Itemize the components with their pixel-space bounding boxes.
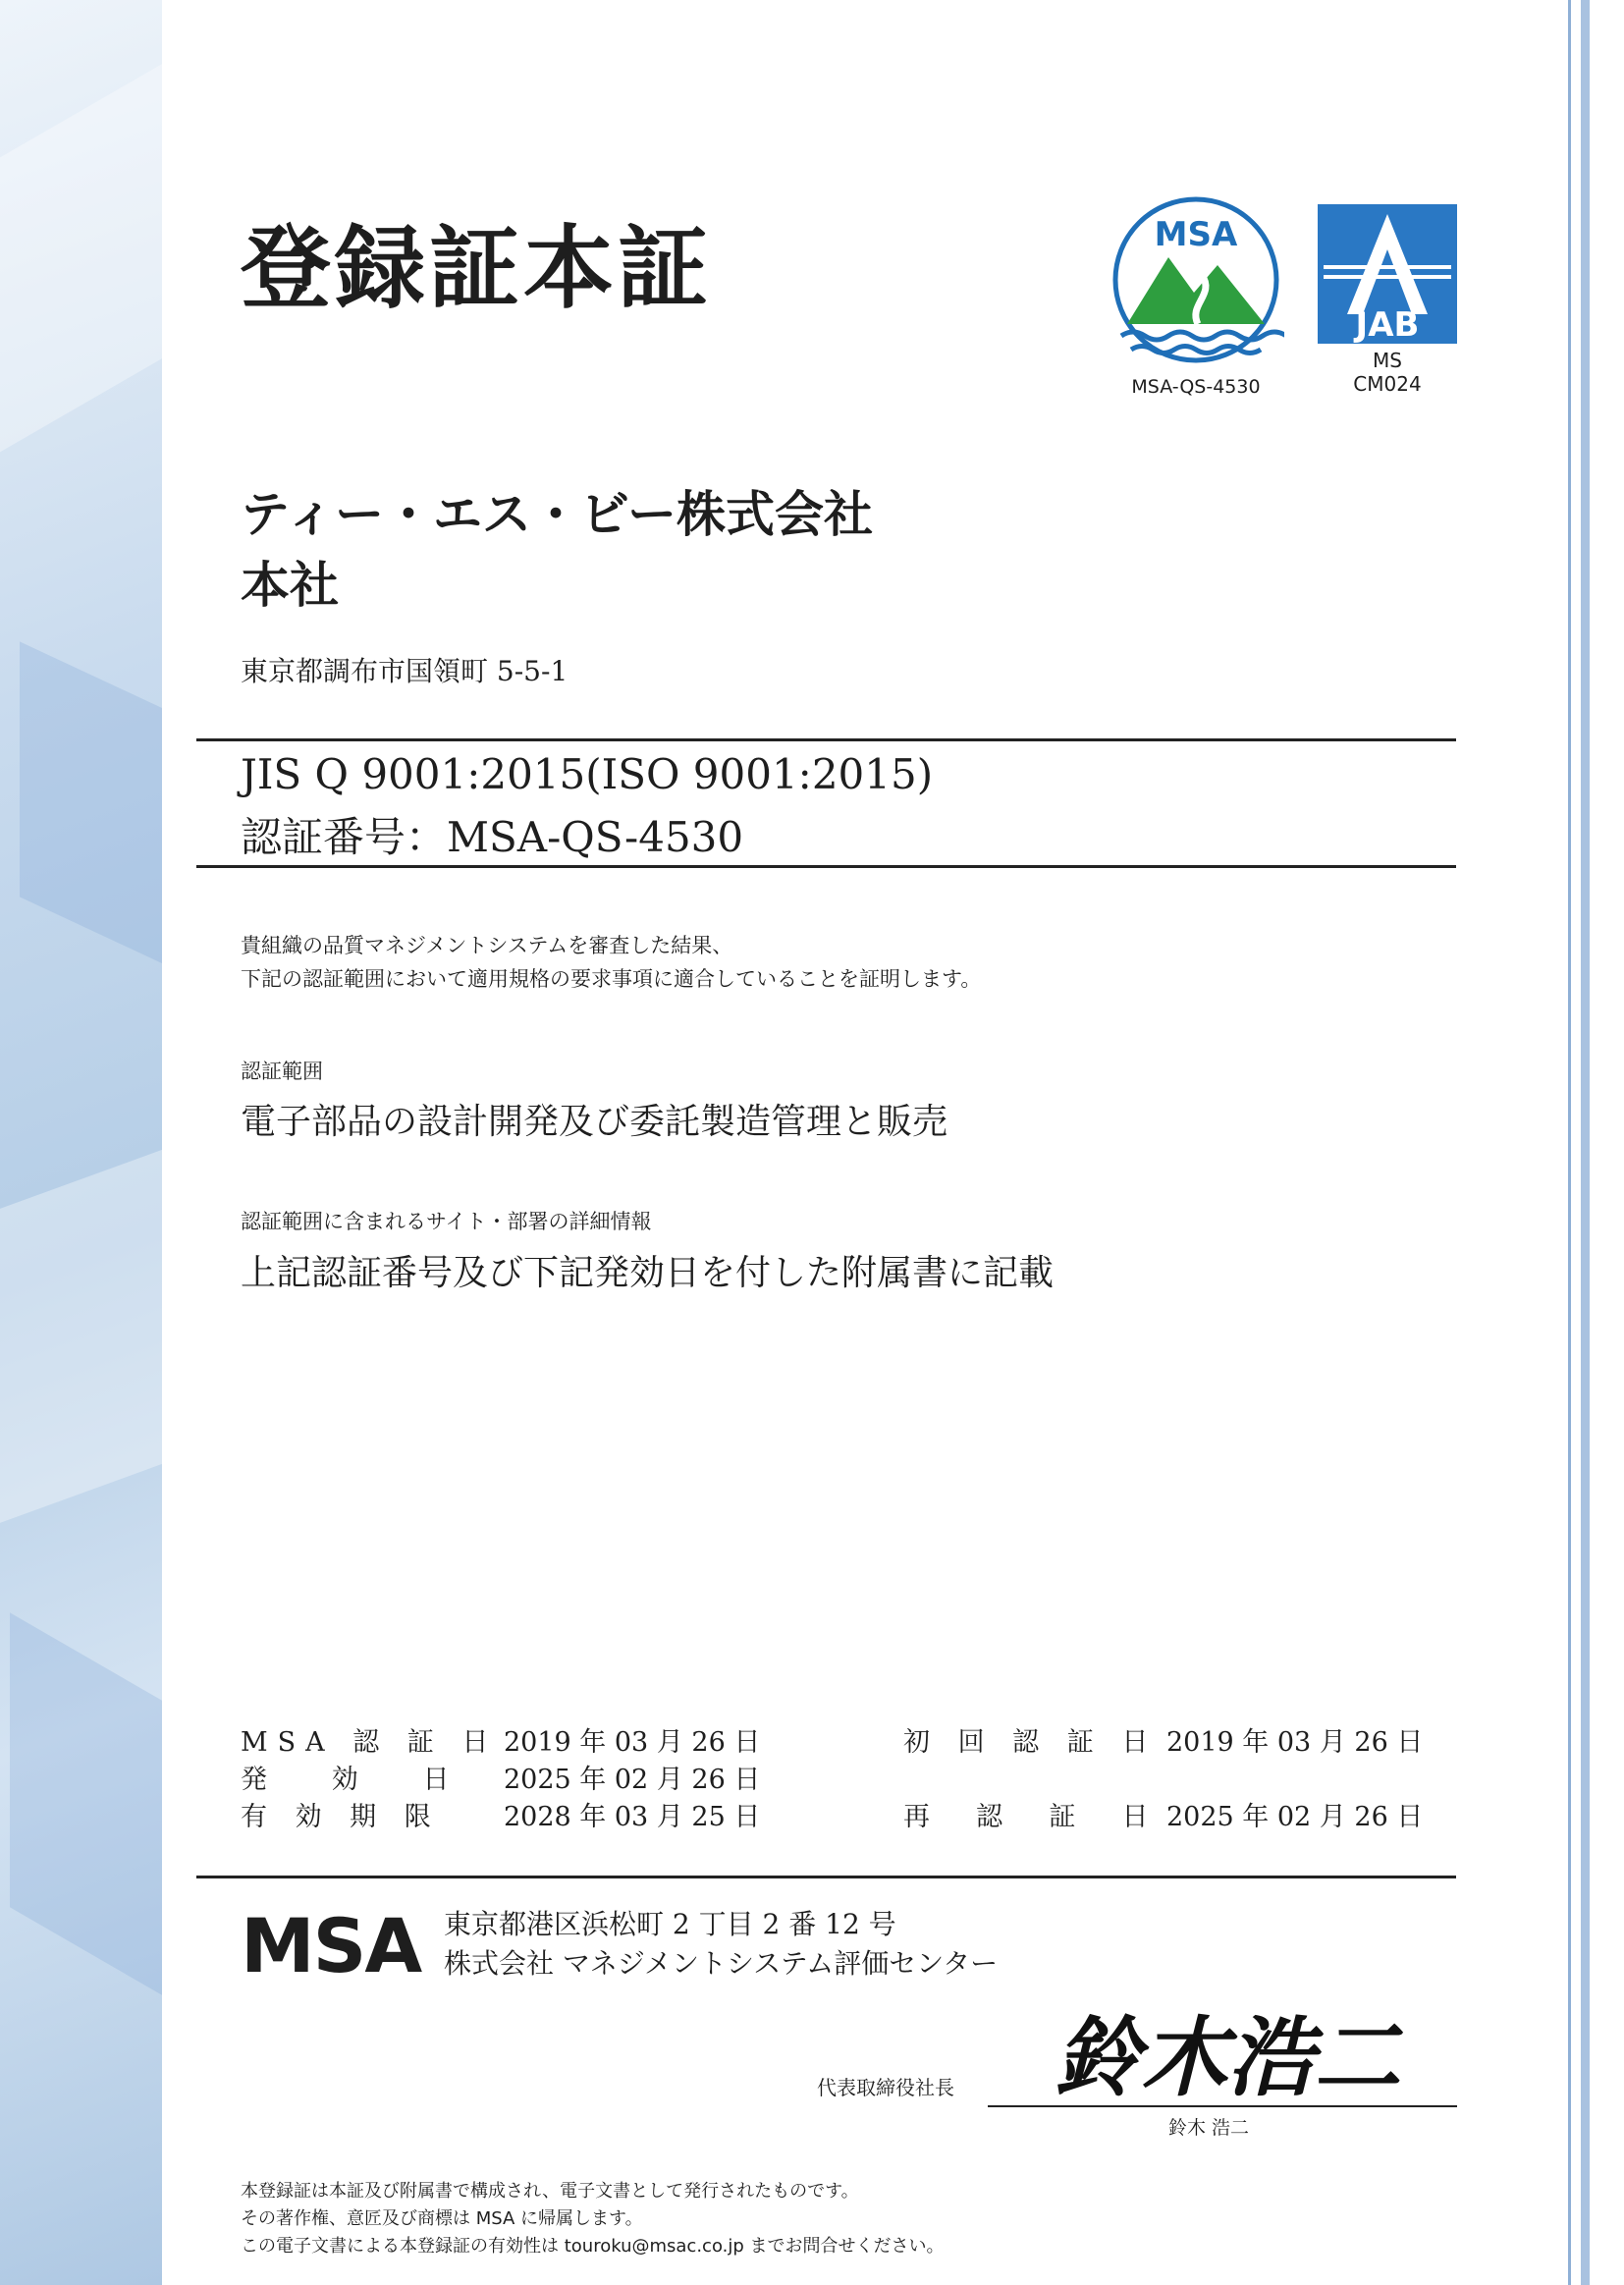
expiry-date-label: 有 効 期 限 xyxy=(241,1802,441,1832)
decorative-left-band xyxy=(0,0,162,2285)
initial-certification-date: 2019 年 03 月 26 日 xyxy=(1166,1727,1424,1758)
svg-text:JAB: JAB xyxy=(1355,305,1420,345)
divider xyxy=(196,738,1456,741)
divider xyxy=(196,1876,1456,1878)
statement-line: 貴組織の品質マネジメントシステムを審査した結果、 xyxy=(241,934,733,957)
recertification-date: 2025 年 02 月 26 日 xyxy=(1166,1802,1424,1832)
scope-text: 電子部品の設計開発及び委託製造管理と販売 xyxy=(241,1102,948,1142)
scope-label: 認証範囲 xyxy=(241,1060,323,1083)
certification-statement xyxy=(241,929,981,996)
jab-accreditation-mark xyxy=(1318,204,1457,401)
statement-line: 下記の認証範囲において適用規格の要求事項に適合していることを証明します。 xyxy=(241,967,982,991)
certification-number: 認証番号：MSA-QS-4530 xyxy=(241,813,744,861)
organization-address: 東京都調布市国領町 5-5-1 xyxy=(241,655,568,687)
expiry-date: 2028 年 03 月 25 日 xyxy=(504,1802,761,1832)
footnote xyxy=(241,2178,945,2260)
divider xyxy=(196,865,1456,868)
signatory-title: 代表取締役社長 xyxy=(817,2076,954,2099)
msa-certification-badge xyxy=(1108,196,1284,403)
msa-certification-date-label: MSA 認 証 日 xyxy=(241,1727,499,1758)
issuer-name: 株式会社 マネジメントシステム評価センター xyxy=(444,1947,999,1980)
handwritten-signature xyxy=(1036,2003,1419,2101)
footnote-line: 本登録証は本証及び附属書で構成され、電子文書として発行されたものです。 xyxy=(241,2181,859,2202)
initial-certification-date-label: 初 回 認 証 日 xyxy=(903,1727,1159,1758)
effective-date-label: 発 効 日 xyxy=(241,1765,460,1795)
signature-line xyxy=(988,2105,1457,2107)
signatory-name: 鈴木 浩二 xyxy=(1168,2117,1250,2139)
certification-standard: JIS Q 9001:2015(ISO 9001:2015) xyxy=(241,750,934,798)
decorative-right-line xyxy=(1568,0,1571,2285)
issuer-logo: MSA xyxy=(241,1902,421,1989)
svg-text:CM024: CM024 xyxy=(1353,372,1422,396)
organization-site: 本社 xyxy=(241,557,339,614)
msa-certification-date: 2019 年 03 月 26 日 xyxy=(504,1727,761,1758)
svg-text:MSA: MSA xyxy=(1154,215,1238,254)
footnote-line: この電子文書による本登録証の有効性は touroku@msac.co.jp までお問合せください。 xyxy=(241,2236,945,2257)
organization-name: ティー・エス・ビー株式会社 xyxy=(241,486,873,543)
effective-date: 2025 年 02 月 26 日 xyxy=(504,1765,761,1795)
recertification-date-label: 再 認 証 日 xyxy=(903,1802,1159,1832)
footnote-line: その著作権、意匠及び商標は MSA に帰属します。 xyxy=(241,2208,643,2229)
svg-text:鈴木浩二: 鈴木浩二 xyxy=(1054,2006,1401,2101)
certificate-title: 登録証本証 xyxy=(241,216,713,321)
decorative-right-line xyxy=(1581,0,1590,2285)
site-details-text: 上記認証番号及び下記発効日を付した附属書に記載 xyxy=(241,1253,1055,1293)
svg-text:MSA-QS-4530: MSA-QS-4530 xyxy=(1131,376,1261,398)
svg-text:MS: MS xyxy=(1373,349,1402,372)
issuer-address: 東京都港区浜松町 2 丁目 2 番 12 号 xyxy=(444,1908,896,1940)
site-details-label: 認証範囲に含まれるサイト・部署の詳細情報 xyxy=(241,1210,652,1233)
